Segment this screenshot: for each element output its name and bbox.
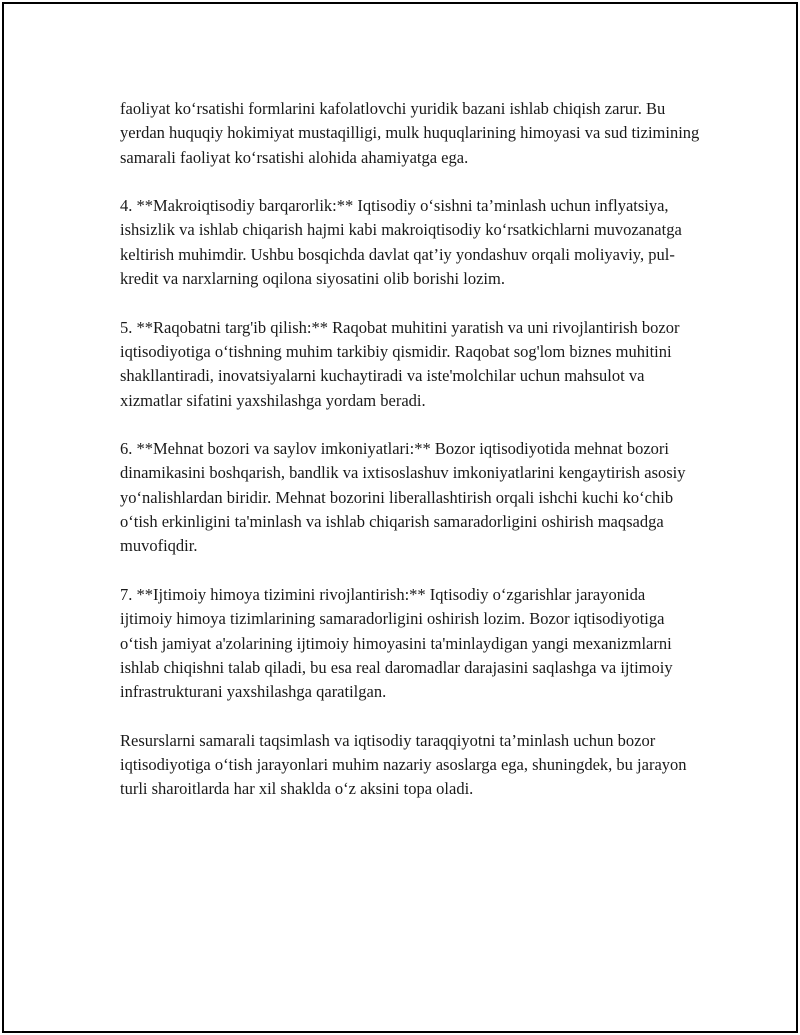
paragraph-item-4-macroeconomic-stability: 4. **Makroiqtisodiy barqarorlik:** Iqtisodiy o‘sishni ta’minlash uchun inflyatsiya, ishsizlik va ishlab chiqarish hajmi kabi makroiqtisodiy ko‘rsatkichlarni muvozanatga keltirish muhimdir. Ushbu bosqichda davlat qat’iy yondashuv orqali moliyaviy, pul-kredit va narxlarning oqilona siyosatini olib borishi lozim. bbox=[120, 196, 682, 289]
document-body bbox=[120, 97, 700, 826]
document-page bbox=[2, 2, 798, 1033]
paragraph-item-7-social-protection: 7. **Ijtimoiy himoya tizimini rivojlantirish:** Iqtisodiy o‘zgarishlar jarayonida ijtimoiy himoya tizimlarining samaradorligini oshirish lozim. Bozor iqtisodiyotiga o‘tish jamiyat a'zolarining ijtimoiy himoyasini ta'minlaydigan yangi mexanizmlarni ishlab chiqishni talab qiladi, bu esa real daromadlar darajasini saqlashga va ijtimoiy infrastrukturani yaxshilashga qaratilgan. bbox=[120, 584, 673, 702]
paragraph-item-5-competition: 5. **Raqobatni targ'ib qilish:** Raqobat muhitini yaratish va uni rivojlantirish bozor iqtisodiyotiga o‘tishning muhim tarkibiy qismidir. Raqobat sog'lom biznes muhitini shakllantiradi, inovatsiyalarni kuchaytiradi va iste'molchilar uchun mahsulot va xizmatlar sifatini yaxshilashga yordam beradi. bbox=[120, 317, 680, 410]
paragraph-conclusion: Resurslarni samarali taqsimlash va iqtisodiy taraqqiyotni ta’minlash uchun bozor iqtisodiyotiga o‘tish jarayonlari muhim nazariy asoslarga ega, shuningdek, bu jarayon turli sharoitlarda har xil shaklda o‘z aksini topa oladi. bbox=[120, 730, 687, 799]
paragraph-intro-continuation: faoliyat ko‘rsatishi formlarini kafolatlovchi yuridik bazani ishlab chiqish zarur. Bu yerdan huquqiy hokimiyat mustaqilligi, mulk huquqlarining himoyasi va sud tizimining samarali faoliyat ko‘rsatishi alohida ahamiyatga ega. bbox=[120, 99, 700, 167]
paragraph-item-6-labor-market: 6. **Mehnat bozori va saylov imkoniyatlari:** Bozor iqtisodiyotida mehnat bozori dinamikasini boshqarish, bandlik va ixtisoslashuv imkoniyatlarini kengaytirish asosiy yo‘nalishlardan biridir. Mehnat bozorini liberallashtirish orqali ishchi kuchi ko‘chib o‘tish erkinligini ta'minlash va ishlab chiqarish samaradorligini oshirish maqsadga muvofiqdir. bbox=[120, 439, 686, 556]
